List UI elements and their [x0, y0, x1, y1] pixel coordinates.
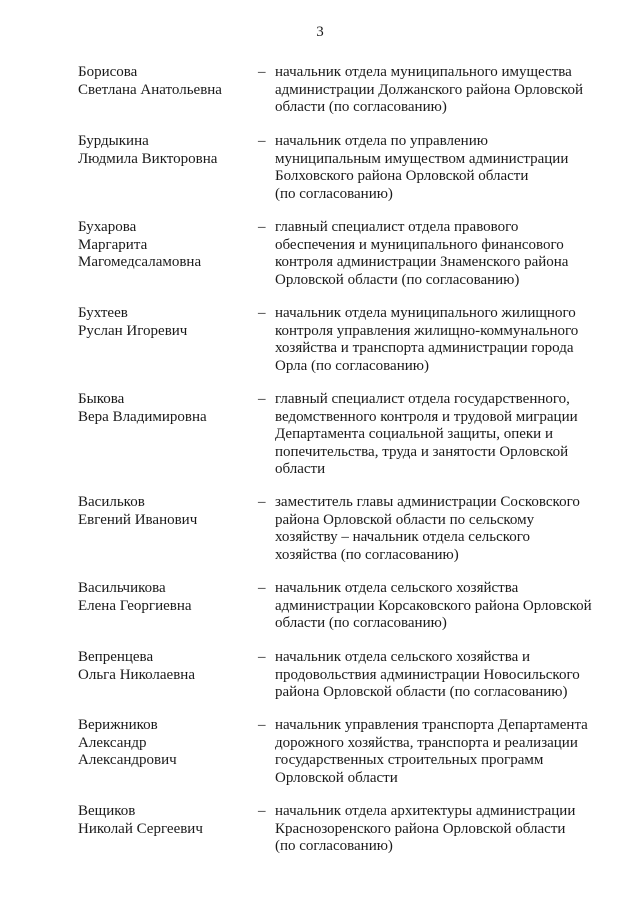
position-line: обеспечения и муниципального финансового	[275, 236, 564, 253]
position-description	[275, 219, 615, 289]
person-name	[78, 649, 253, 684]
position-line: Департамента социальной защиты, опеки и	[275, 426, 553, 442]
position-description	[275, 717, 615, 787]
position-line: продовольствия администрации Новосильского	[275, 666, 580, 683]
person-name	[78, 494, 253, 529]
position-line: заместитель главы администрации Сосковского	[275, 494, 580, 510]
position-description	[275, 580, 615, 633]
position-line: главный специалист отдела государственного,	[275, 391, 570, 407]
position-line: контроля администрации Знаменского района	[275, 254, 569, 270]
position-line: начальник отдела по управлению	[275, 133, 488, 149]
position-description	[275, 803, 615, 856]
position-description	[275, 133, 615, 203]
position-line: области (по согласованию)	[275, 615, 447, 631]
position-line: начальник отдела сельского хозяйства и	[275, 649, 531, 665]
position-line: области (по согласованию)	[275, 99, 447, 115]
position-line: государственных строительных программ	[275, 752, 544, 768]
person-name	[78, 305, 253, 340]
dash: –	[258, 219, 266, 235]
patronymic: Александрович	[78, 752, 177, 768]
position-line: начальник отдела архитектуры администрации	[275, 803, 576, 819]
position-line: Орловской области	[275, 769, 398, 786]
position-line: ведомственного контроля и трудовой миграции	[275, 408, 578, 425]
given-names: Евгений Иванович	[78, 511, 198, 528]
dash: –	[258, 717, 266, 733]
position-line: Орла (по согласованию)	[275, 357, 429, 374]
surname: Бурдыкина	[78, 133, 149, 149]
position-description	[275, 391, 615, 479]
surname: Васильчикова	[78, 580, 166, 596]
dash: –	[258, 649, 266, 665]
position-line: района Орловской области (по согласованию)	[275, 684, 568, 700]
patronymic: Магомедсаламовна	[78, 254, 202, 270]
position-line: контроля управления жилищно-коммунального	[275, 322, 579, 339]
person-name	[78, 64, 253, 99]
dash: –	[258, 494, 266, 510]
surname: Верижников	[78, 717, 158, 733]
dash: –	[258, 133, 266, 149]
position-line: администрации Должанского района Орловской	[275, 81, 583, 98]
position-description	[275, 305, 615, 375]
position-line: главный специалист отдела правового	[275, 219, 519, 235]
dash: –	[258, 305, 266, 321]
given-names: Людмила Викторовна	[78, 150, 218, 167]
given-names: Николай Сергеевич	[78, 820, 203, 837]
position-line: (по согласованию)	[275, 185, 393, 202]
surname: Вещиков	[78, 803, 136, 819]
person-name	[78, 717, 253, 770]
position-line: муниципальным имуществом администрации	[275, 150, 569, 167]
dash: –	[258, 64, 266, 80]
surname: Вепренцева	[78, 649, 154, 665]
given-names: Ольга Николаевна	[78, 666, 195, 683]
position-line: дорожного хозяйства, транспорта и реализации	[275, 734, 578, 751]
position-line: хозяйства и транспорта администрации города	[275, 340, 574, 356]
position-line: хозяйству – начальник отдела сельского	[275, 529, 531, 545]
position-description	[275, 649, 615, 702]
given-names: Светлана Анатольевна	[78, 81, 222, 98]
given-names: Маргарита	[78, 236, 148, 253]
position-line: начальник отдела муниципального имущества	[275, 64, 572, 80]
person-name	[78, 133, 253, 168]
position-line: (по согласованию)	[275, 838, 393, 854]
given-names: Елена Георгиевна	[78, 597, 192, 614]
position-line: области	[275, 461, 326, 477]
position-line: попечительства, труда и занятости Орловской	[275, 443, 569, 460]
position-line: района Орловской области по сельскому	[275, 511, 535, 528]
position-line: Болховского района Орловской области	[275, 168, 529, 184]
position-line: начальник управления транспорта Департамента	[275, 717, 588, 733]
surname: Быкова	[78, 391, 125, 407]
surname: Васильков	[78, 494, 145, 510]
surname: Бухарова	[78, 219, 137, 235]
surname: Борисова	[78, 64, 138, 80]
person-name	[78, 580, 253, 615]
page-number: 3	[316, 24, 324, 40]
position-description	[275, 64, 615, 117]
position-line: хозяйства (по согласованию)	[275, 546, 459, 563]
position-line: Орловской области (по согласованию)	[275, 271, 520, 288]
dash: –	[258, 391, 266, 407]
person-name	[78, 219, 253, 272]
position-line: администрации Корсаковского района Орловской	[275, 597, 592, 614]
dash: –	[258, 803, 266, 819]
position-line: начальник отдела сельского хозяйства	[275, 580, 519, 596]
person-name	[78, 803, 253, 838]
given-names: Вера Владимировна	[78, 408, 207, 425]
person-name	[78, 391, 253, 426]
given-names: Руслан Игоревич	[78, 322, 188, 339]
position-line: начальник отдела муниципального жилищного	[275, 305, 576, 321]
dash: –	[258, 580, 266, 596]
surname: Бухтеев	[78, 305, 128, 321]
given-names: Александр	[78, 734, 147, 751]
position-line: Краснозоренского района Орловской области	[275, 820, 566, 837]
position-description	[275, 494, 615, 564]
